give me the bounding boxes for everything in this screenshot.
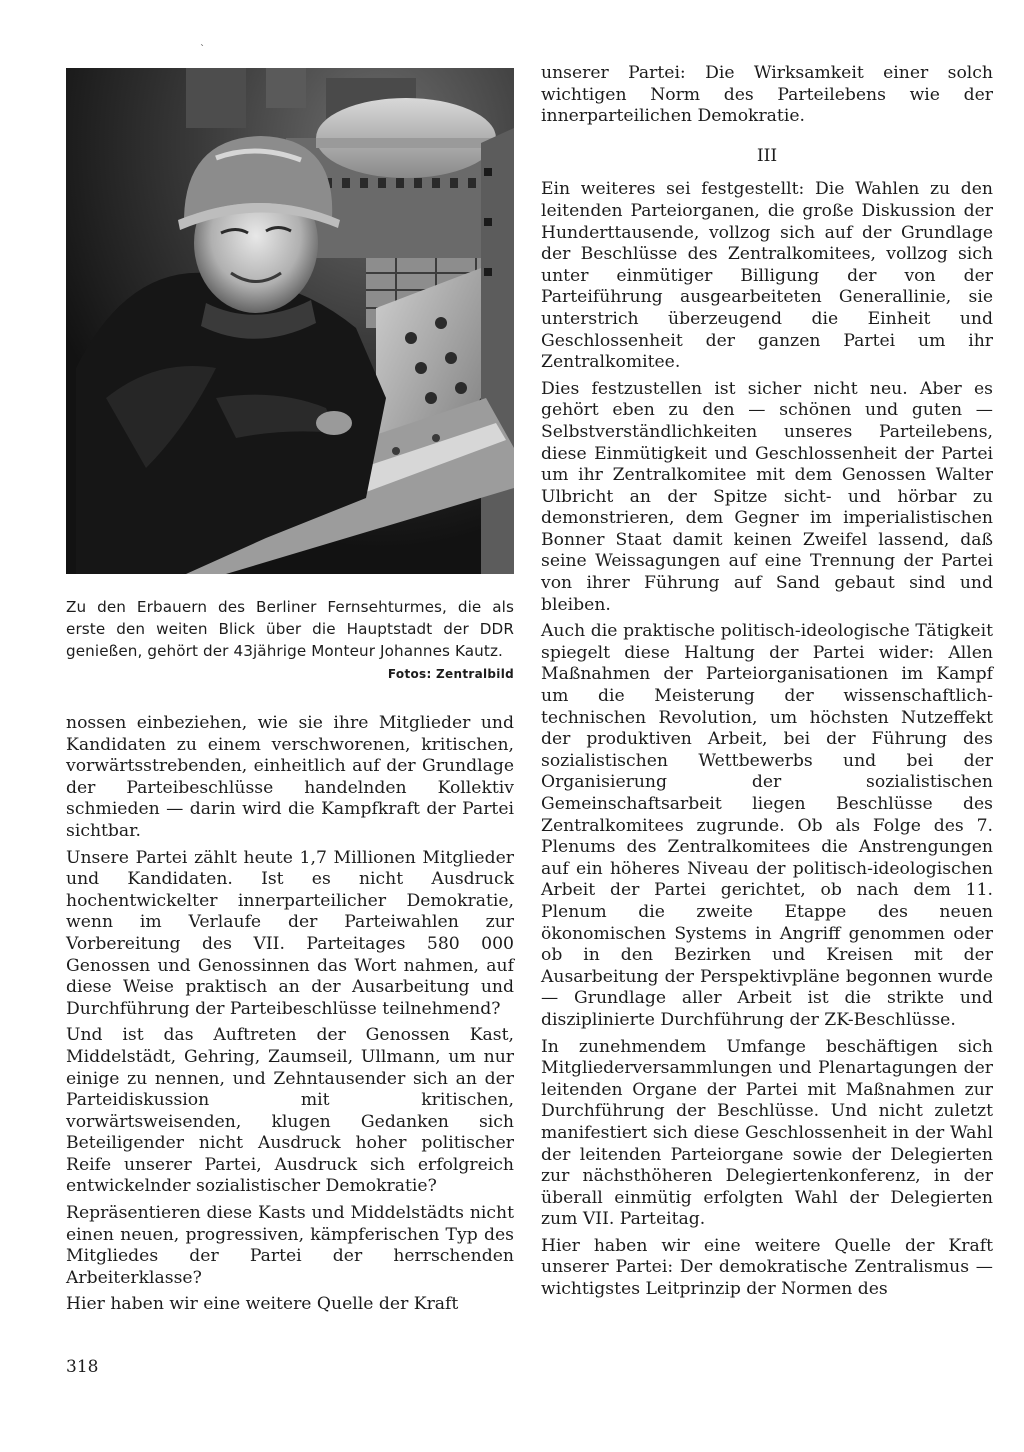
photo-credit: Fotos: Zentralbild bbox=[387, 667, 514, 681]
left-column bbox=[66, 713, 514, 1321]
photograph bbox=[66, 68, 514, 574]
stray-mark: ` bbox=[200, 44, 205, 55]
paragraph: Dies festzustellen ist sicher nicht neu. Aber es gehört eben zu den — schönen und guten — Selbstverständlichkeiten unseres Parteilebens, diese Einmütigkeit und Geschlossenheit der Partei um ihr Zentralkomitee mit dem Genossen Walter Ulbricht an der Spitze sicht- und hörbar zu demonstrieren, dem Gegner im imperialistischen Bonner Staat damit keinen Zweifel lassend, daß seine Weissagungen auf eine Trennung der Partei von ihrer Führung auf Sand gebaut sind und bleiben. bbox=[541, 378, 993, 615]
paragraph: Unsere Partei zählt heute 1,7 Millionen Mitglieder und Kandidaten. Ist es nicht Ausdruck hochentwickelter innerparteilicher Demokratie, wenn im Verlaufe der Parteiwahlen zur Vorbereitung des VII. Parteitages 580 000 Genossen und Genossinnen das Wort nahmen, auf diese Weise praktisch an der Ausarbeitung und Durchführung der Parteibeschlüsse teilnehmend? bbox=[66, 847, 514, 1019]
paragraph: Auch die praktische politisch-ideologische Tätigkeit spiegelt diese Haltung der Partei wider: Allen Maßnahmen der Parteiorganisationen im Kampf um die Meisterung der wissenschaftlich-technischen Revolution, um höchsten Nutzeffekt der produktiven Arbeit, bei der Führung des sozialistischen Wettbewerbs und bei der Organisierung der sozialistischen Gemeinschaftsarbeit liegen Beschlüsse des Zentralkomitees zugrunde. Ob als Folge des 7. Plenums des Zentralkomitees die Anstrengungen auf ein höheres Niveau der politisch-ideologischen Arbeit der Partei gerichtet, ob nach dem 11. Plenum die zweite Etappe des neuen ökonomischen Systems in Angriff genommen oder ob in den Bezirken und Kreisen mit der Ausarbeitung der Perspektivpläne begonnen wurde — Grundlage aller Arbeit ist die strikte und disziplinierte Durchführung der ZK-Beschlüsse. bbox=[541, 621, 993, 1030]
paragraph: Hier haben wir eine weitere Quelle der Kraft bbox=[66, 1294, 459, 1315]
right-column bbox=[541, 63, 993, 1306]
photo-caption: Zu den Erbauern des Berliner Fernsehturmes, die als erste den weiten Blick über die Hauptstadt der DDR genießen, gehört der 43jährige Monteur Johannes Kautz. bbox=[66, 598, 514, 660]
paragraph: Und ist das Auftreten der Genossen Kast, Middelstädt, Gehring, Zaumseil, Ullmann, um nur einige zu nennen, und Zehntausender sich an der Parteidiskussion mit kritischen, vorwärtsweisenden, klugen Gedanken sich Beteiligender nicht Ausdruck hoher politischer Reife unserer Partei, Ausdruck sich erfolgreich entwickelnder sozialistischer Demokratie? bbox=[66, 1025, 514, 1197]
paragraph: nossen einbeziehen, wie sie ihre Mitglieder und Kandidaten zu einem verschworenen, kritischen, vorwärtsstrebenden, einheitlich auf der Grundlage der Parteibeschlüsse handelnden Kollektiv schmieden — darin wird die Kampfkraft der Partei sichtbar. bbox=[66, 713, 514, 841]
paragraph: Ein weiteres sei festgestellt: Die Wahlen zu den leitenden Parteiorganen, die große Diskussion der Hunderttausende, vollzog sich auf der Grundlage der Beschlüsse des Zentralkomitees, vollzog sich unter einmütiger Billigung der von der Parteiführung ausgearbeiteten Generallinie, sie unterstrich überzeugend die Einheit und Geschlossenheit der ganzen Partei um ihr Zentralkomitee. bbox=[541, 179, 993, 373]
section-heading: III bbox=[756, 145, 778, 166]
paragraph: Hier haben wir eine weitere Quelle der Kraft unserer Partei: Der demokratische Zentralismus — wichtigstes Leitprinzip der Normen des bbox=[541, 1235, 993, 1300]
page-number: 318 bbox=[66, 1357, 99, 1377]
paragraph: Repräsentieren diese Kasts und Middelstädts nicht einen neuen, progressiven, kämpferischen Typ des Mitgliedes der Partei der herrschenden Arbeiterklasse? bbox=[66, 1203, 514, 1288]
paragraph-continuation: unserer Partei: Die Wirksamkeit einer solch wichtigen Norm des Parteilebens wie der innerparteilichen Demokratie. bbox=[541, 63, 993, 127]
paragraph: In zunehmendem Umfange beschäftigen sich Mitgliederversammlungen und Plenartagungen der leitenden Organe der Partei mit Maßnahmen zur Durchführung der Beschlüsse. Und nicht zuletzt manifestiert sich diese Geschlossenheit in der Wahl der leitenden Parteiorgane sowie der Delegierten zur nächsthöheren Delegiertenkonferenz, in der überall einmütig erfolgten Wahl der Delegierten zum VII. Parteitag. bbox=[541, 1036, 993, 1230]
